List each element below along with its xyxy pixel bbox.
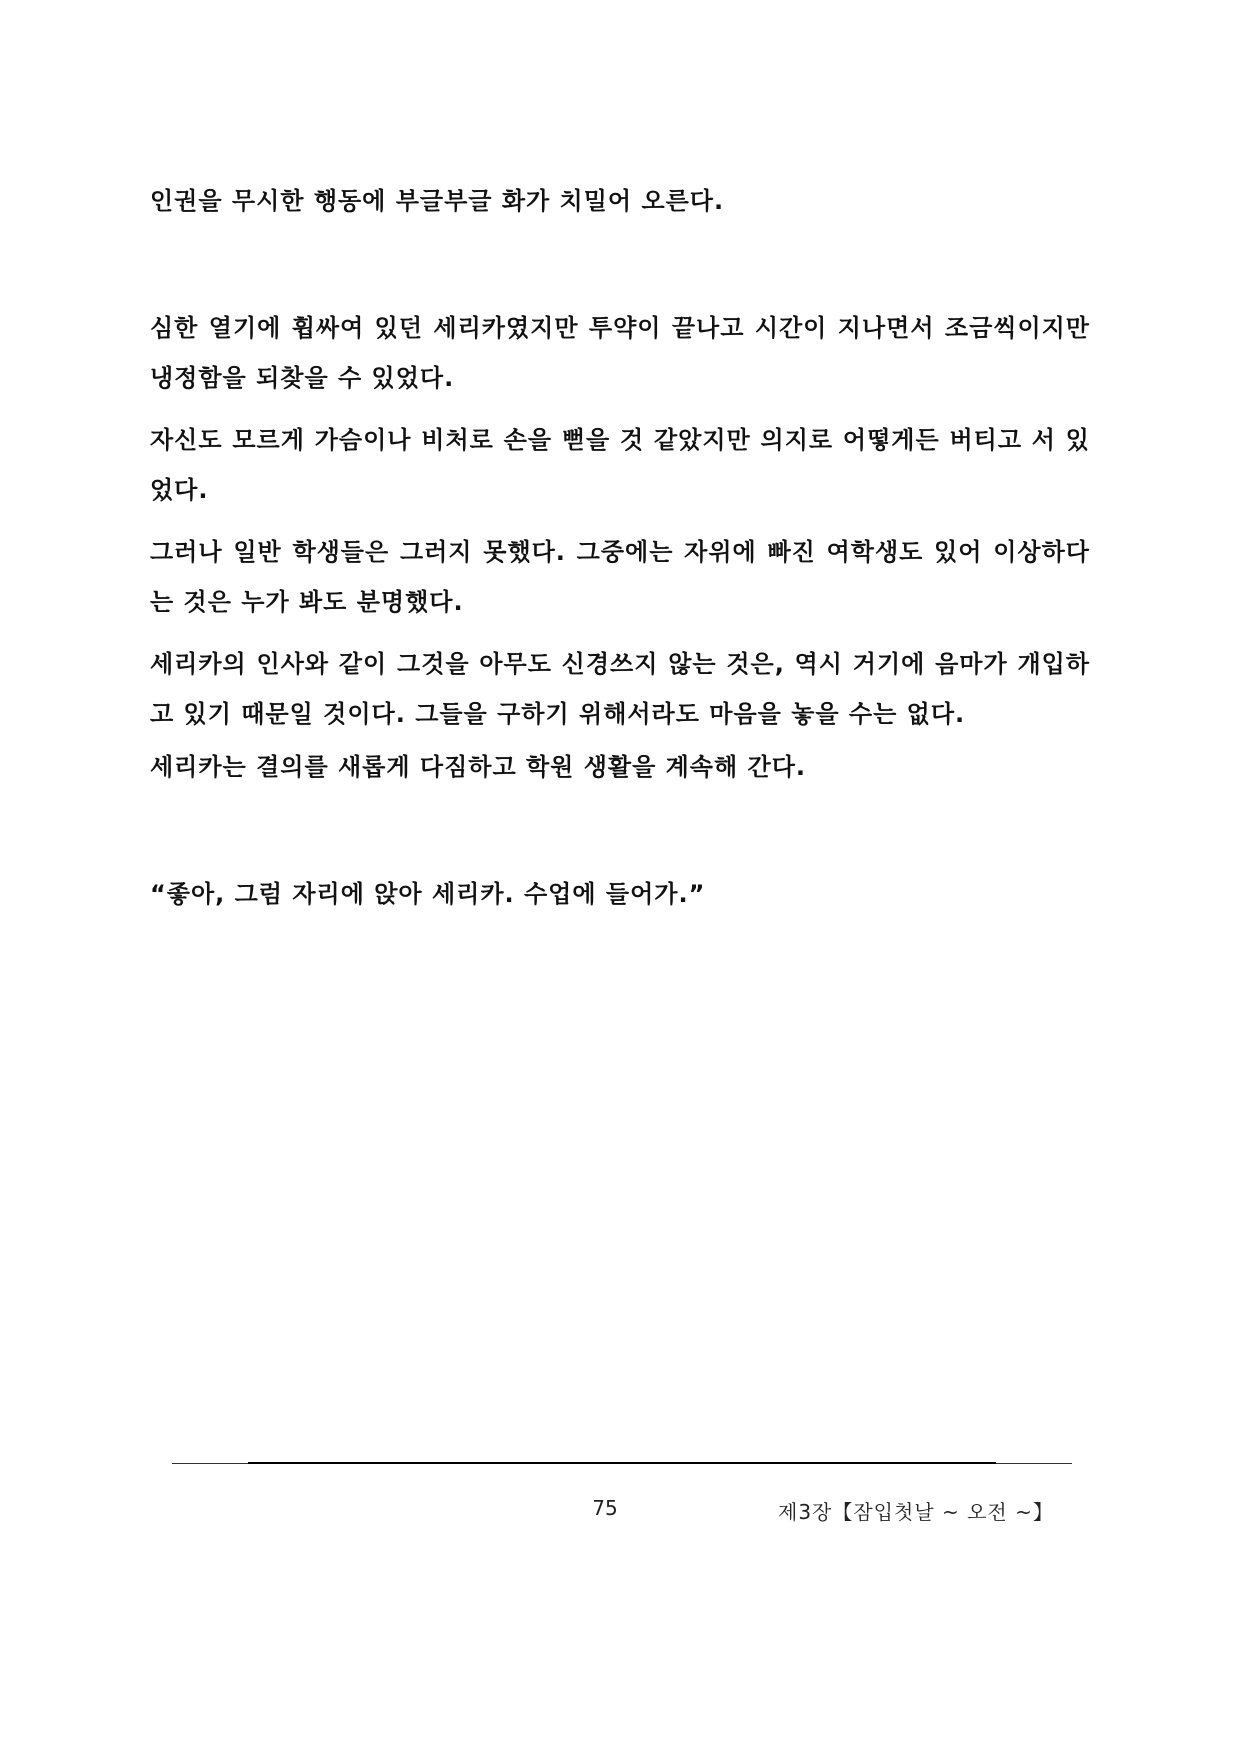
chapter-title: 제3장【잠입첫날 ~ 오전 ~】: [778, 1500, 1054, 1524]
footer-divider-thick: [248, 1462, 996, 1464]
paragraph-6: 세리카는 결의를 새롭게 다짐하고 학원 생활을 계속해 간다.: [150, 753, 807, 781]
paragraph-dialogue: “좋아, 그럼 자리에 앉아 세리카. 수업에 들어가.”: [150, 880, 706, 908]
paragraph-3: 자신도 모르게 가슴이나 비처로 손을 뻗을 것 같았지만 의지로 어떻게든 버티고 서 있었다.: [150, 426, 1090, 504]
paragraph-1: 인권을 무시한 행동에 부글부글 화가 치밀어 오른다.: [150, 187, 725, 215]
paragraph-5: 세리카의 인사와 같이 그것을 아무도 신경쓰지 않는 것은, 역시 거기에 음마가 개입하고 있기 때문일 것이다. 그들을 구하기 위해서라도 마음을 놓을 수는 없다.: [150, 650, 1090, 728]
page-number: 75: [592, 1496, 618, 1520]
paragraph-4: 그러나 일반 학생들은 그러지 못했다. 그중에는 자위에 빠진 여학생도 있어 이상하다는 것은 누가 봐도 분명했다.: [150, 538, 1090, 616]
paragraph-2: 심한 열기에 휩싸여 있던 세리카였지만 투약이 끝나고 시간이 지나면서 조금씩이지만 냉정함을 되찾을 수 있었다.: [150, 314, 1090, 392]
